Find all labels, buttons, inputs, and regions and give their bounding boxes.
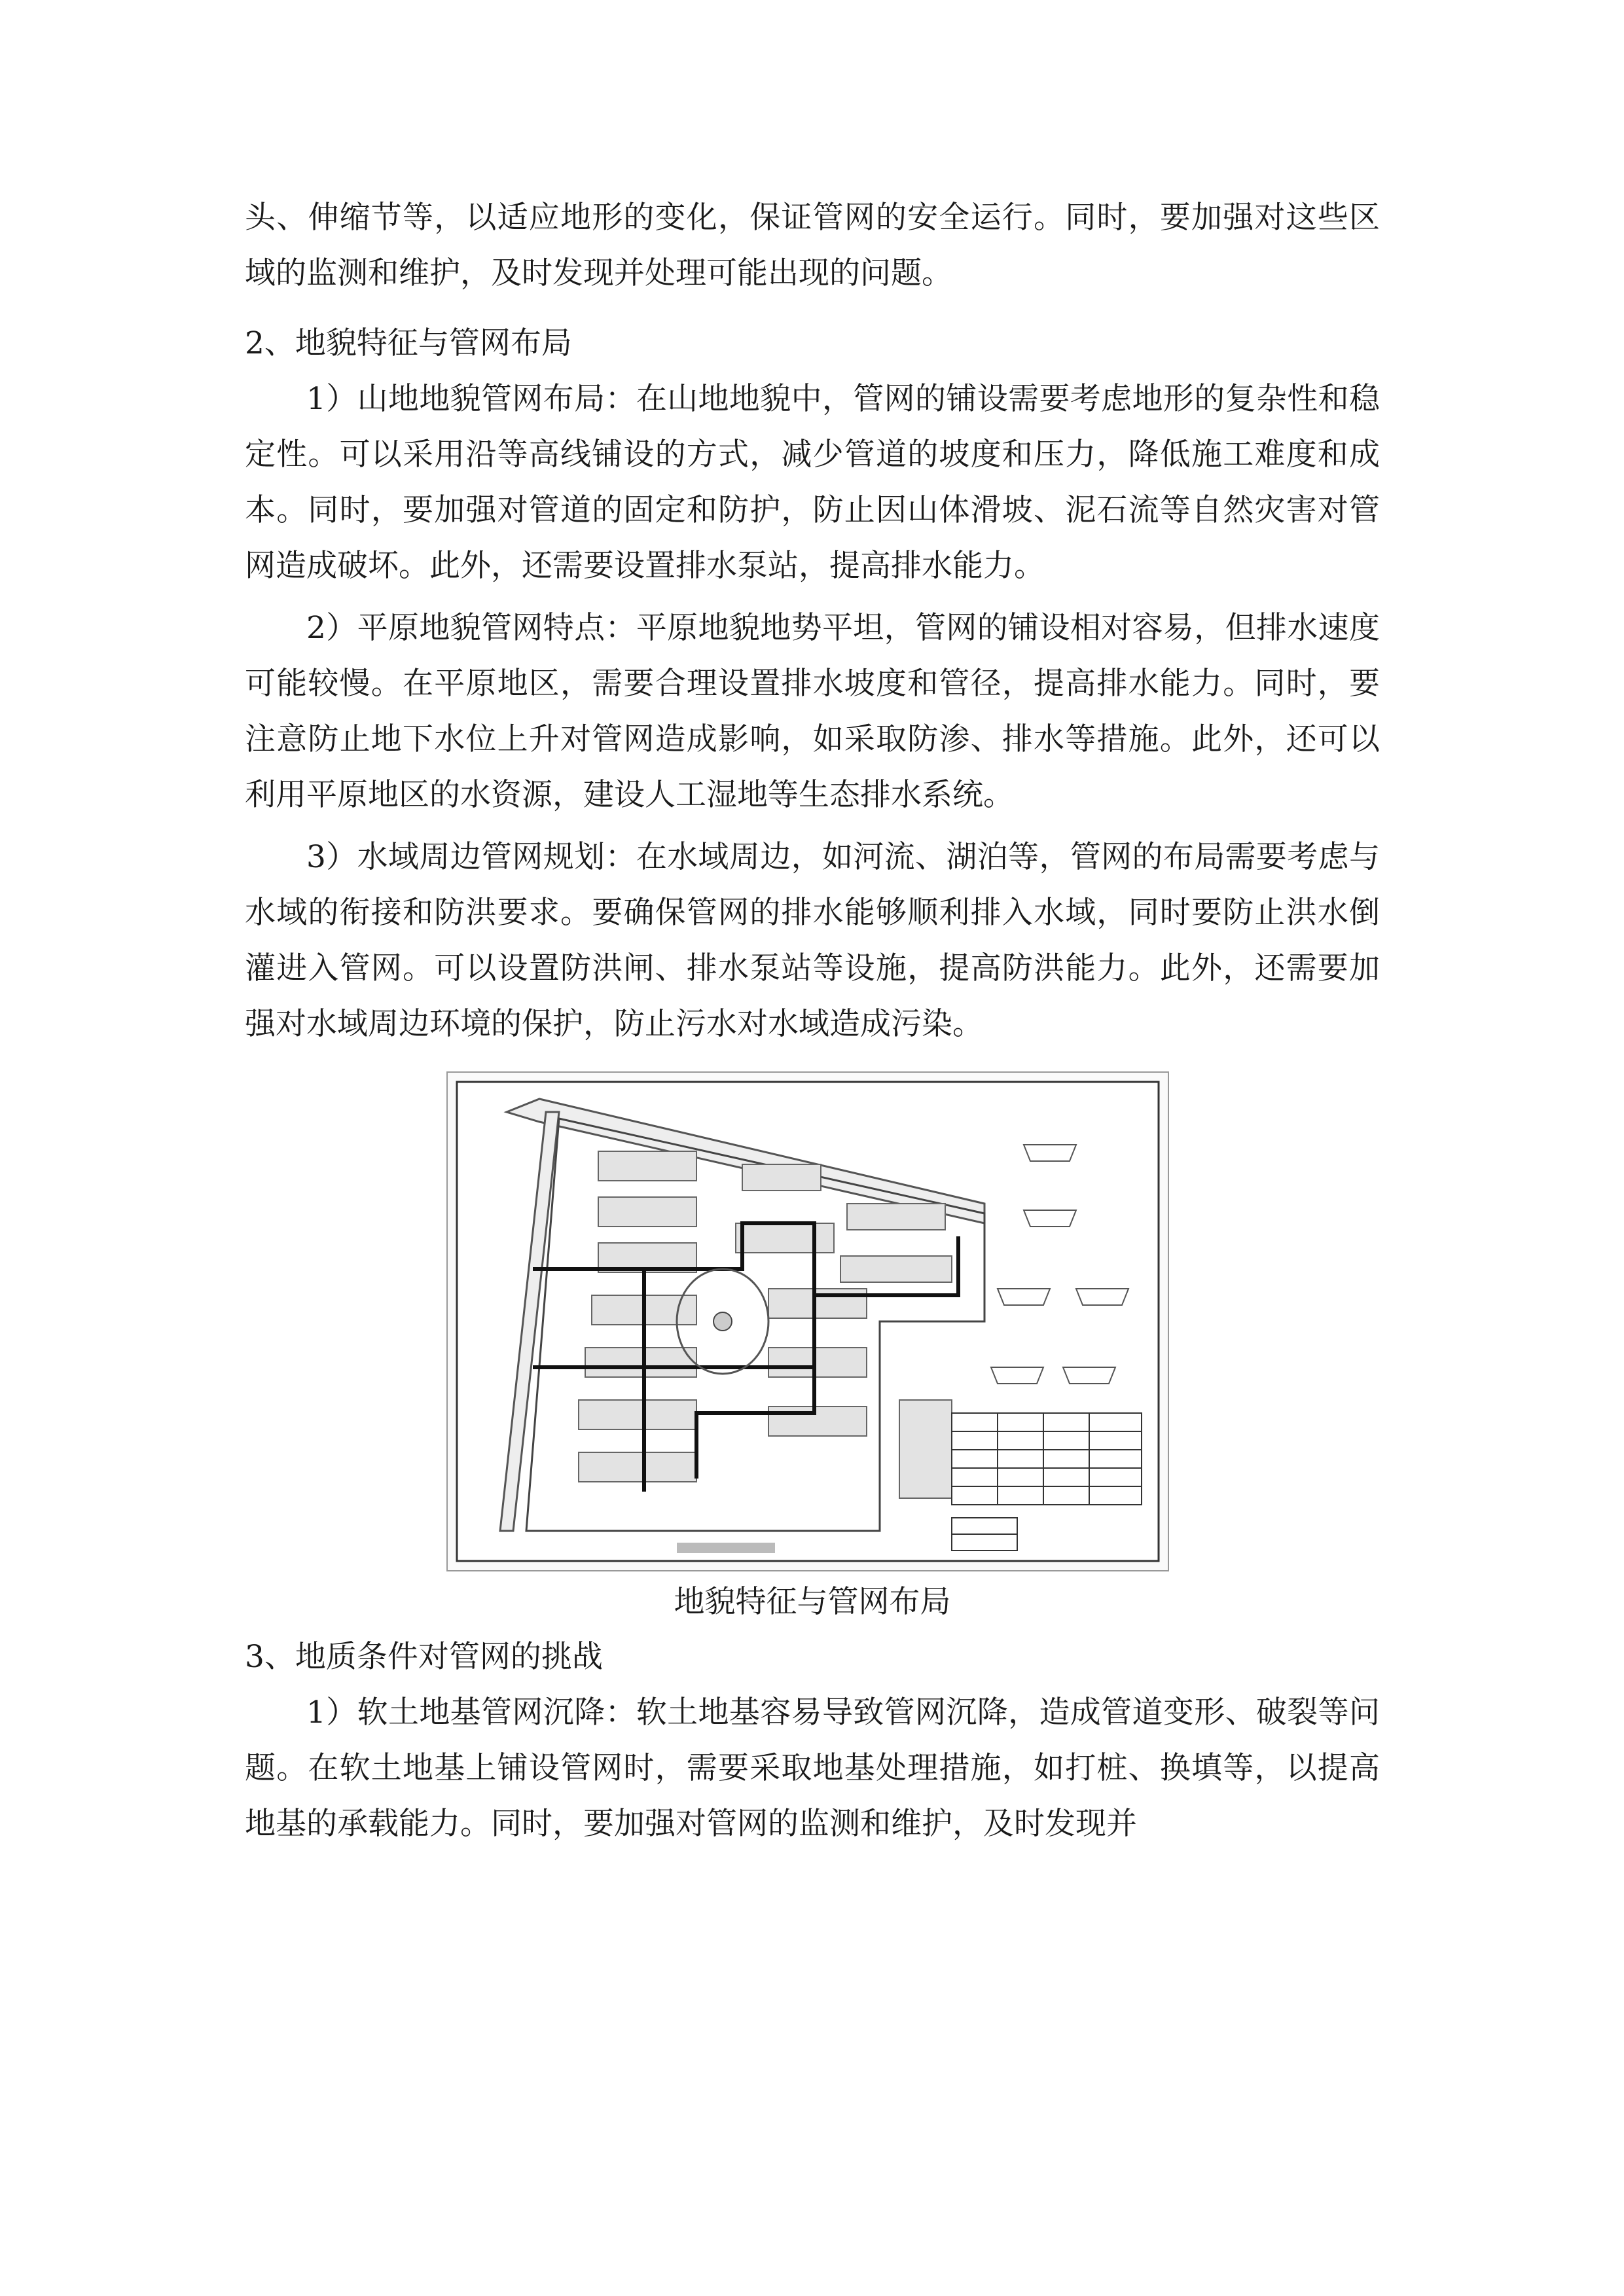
pipe-network-figure [245,1071,1380,1620]
site-plan-drawing [446,1071,1169,1571]
section-2-paragraph-1: 1）山地地貌管网布局：在山地地貌中，管网的铺设需要考虑地形的复杂性和稳定性。可以采用沿等高线铺设的方式，减少管道的坡度和压力，降低施工难度和成本。同时，要加强对管道的固定和防护，防止因山体滑坡、泥石流等自然灾害对管网造成破坏。此外，还需要设置排水泵站，提高排水能力。 [245,381,1380,584]
figure-caption: 地貌特征与管网布局 [674,1584,951,1620]
section-2-paragraph-2: 2）平原地貌管网特点：平原地貌地势平坦，管网的铺设相对容易，但排水速度可能较慢。在平原地区，需要合理设置排水坡度和管径，提高排水能力。同时，要注意防止地下水位上升对管网造成影响，如采取防渗、排水等措施。此外，还可以利用平原地区的水资源，建设人工湿地等生态排水系统。 [245,610,1380,813]
intro-paragraph: 头、伸缩节等，以适应地形的变化，保证管网的安全运行。同时，要加强对这些区域的监测和维护，及时发现并处理可能出现的问题。 [245,200,1380,291]
section-3-paragraph-1: 1）软土地基管网沉降：软土地基容易导致管网沉降，造成管道变形、破裂等问题。在软土地基上铺设管网时，需要采取地基处理措施，如打桩、换填等，以提高地基的承载能力。同时，要加强对管网的监测和维护，及时发现并 [245,1695,1380,1842]
section-2-heading: 2、地貌特征与管网布局 [245,325,572,361]
section-3-heading: 3、地质条件对管网的挑战 [245,1639,603,1675]
section-2-paragraph-3: 3）水域周边管网规划：在水域周边，如河流、湖泊等，管网的布局需要考虑与水域的衔接和防洪要求。要确保管网的排水能够顺利排入水域，同时要防止洪水倒灌进入管网。可以设置防洪闸、排水泵站等设施，提高防洪能力。此外，还需要加强对水域周边环境的保护，防止污水对水域造成污染。 [245,839,1380,1042]
document-body [245,190,1380,1852]
site-plan-svg [448,1073,1168,1570]
